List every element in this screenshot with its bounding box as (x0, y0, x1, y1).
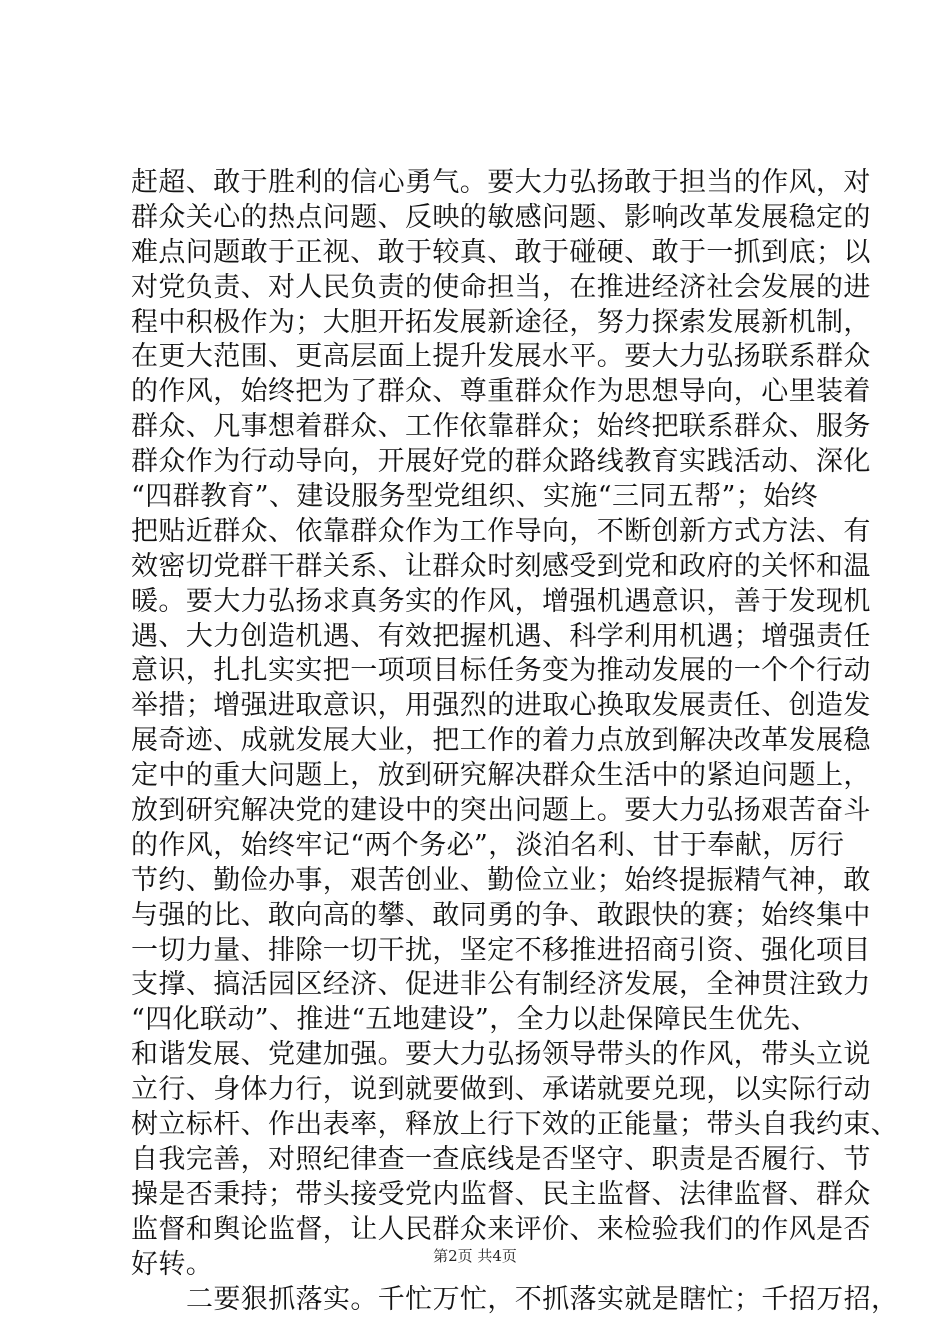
text-line: “四化联动”、推进“五地建设”，全力以赴保障民生优先、 (131, 1004, 819, 1036)
text-line: “四群教育”、建设服务型党组织、实施“三同五帮”；始终 (131, 481, 819, 513)
text-line: 对党负责、对人民负责的使命担当，在推进经济社会发展的进 (131, 271, 871, 303)
text-line: 难点问题敢于正视、敢于较真、敢于碰硬、敢于一抓到底；以 (131, 236, 871, 268)
paragraph-start-line: 二要狠抓落实。千忙万忙，不抓落实就是瞎忙；千招万招， (186, 1283, 899, 1315)
text-line: 赶超、敢于胜利的信心勇气。要大力弘扬敢于担当的作风，对 (131, 167, 871, 198)
text-line: 好转。 (131, 1248, 214, 1280)
text-line: 一切力量、排除一切干扰，坚定不移推进招商引资、强化项目 (131, 934, 871, 966)
text-line: 定中的重大问题上，放到研究解决群众生活中的紧迫问题上， (131, 760, 871, 792)
text-line: 和谐发展、党建加强。要大力弘扬领导带头的作风，带头立说 (131, 1039, 871, 1071)
text-line: 举措；增强进取意识，用强烈的进取心换取发展责任、创造发 (131, 690, 871, 722)
text-line: 暖。要大力弘扬求真务实的作风，增强机遇意识，善于发现机 (131, 585, 871, 617)
page-footer: 第2页 共4页 (433, 1247, 517, 1265)
text-line: 树立标杆、作出表率，释放上行下效的正能量；带头自我约束、 (131, 1109, 899, 1141)
text-line: 群众作为行动导向，开展好党的群众路线教育实践活动、深化 (131, 446, 871, 478)
text-line: 群众、凡事想着群众、工作依靠群众；始终把联系群众、服务 (131, 411, 871, 443)
text-line: 操是否秉持；带头接受党内监督、民主监督、法律监督、群众 (131, 1178, 871, 1210)
text-line: 支撑、搞活园区经济、促进非公有制经济发展，全神贯注致力 (131, 969, 871, 1001)
text-line: 效密切党群干群关系、让群众时刻感受到党和政府的关怀和温 (131, 550, 871, 582)
body-text (131, 166, 899, 1317)
text-line: 的作风，始终把为了群众、尊重群众作为思想导向，心里装着 (131, 376, 871, 408)
text-line: 立行、身体力行，说到就要做到、承诺就要兑现，以实际行动 (131, 1074, 871, 1106)
text-line: 在更大范围、更高层面上提升发展水平。要大力弘扬联系群众 (131, 341, 871, 373)
text-line: 程中积极作为；大胆开拓发展新途径，努力探索发展新机制， (131, 306, 871, 338)
text-line: 展奇迹、成就发展大业，把工作的着力点放到解决改革发展稳 (131, 725, 871, 757)
text-line: 自我完善，对照纪律查一查底线是否坚守、职责是否履行、节 (131, 1143, 871, 1175)
text-line: 把贴近群众、依靠群众作为工作导向，不断创新方式方法、有 (131, 515, 871, 547)
text-line: 监督和舆论监督，让人民群众来评价、来检验我们的作风是否 (131, 1213, 871, 1245)
text-line: 与强的比、敢向高的攀、敢同勇的争、敢跟快的赛；始终集中 (131, 899, 871, 931)
text-line: 群众关心的热点问题、反映的敏感问题、影响改革发展稳定的 (131, 201, 871, 233)
text-line: 遇、大力创造机遇、有效把握机遇、科学利用机遇；增强责任 (131, 620, 871, 652)
text-line: 节约、勤俭办事，艰苦创业、勤俭立业；始终提振精气神，敢 (131, 864, 871, 896)
text-line: 放到研究解决党的建设中的突出问题上。要大力弘扬艰苦奋斗 (131, 795, 871, 827)
text-line: 意识，扎扎实实把一项项目标任务变为推动发展的一个个行动 (131, 655, 871, 687)
text-line: 的作风，始终牢记“两个务必”，淡泊名利、甘于奉献，厉行 (131, 829, 845, 861)
